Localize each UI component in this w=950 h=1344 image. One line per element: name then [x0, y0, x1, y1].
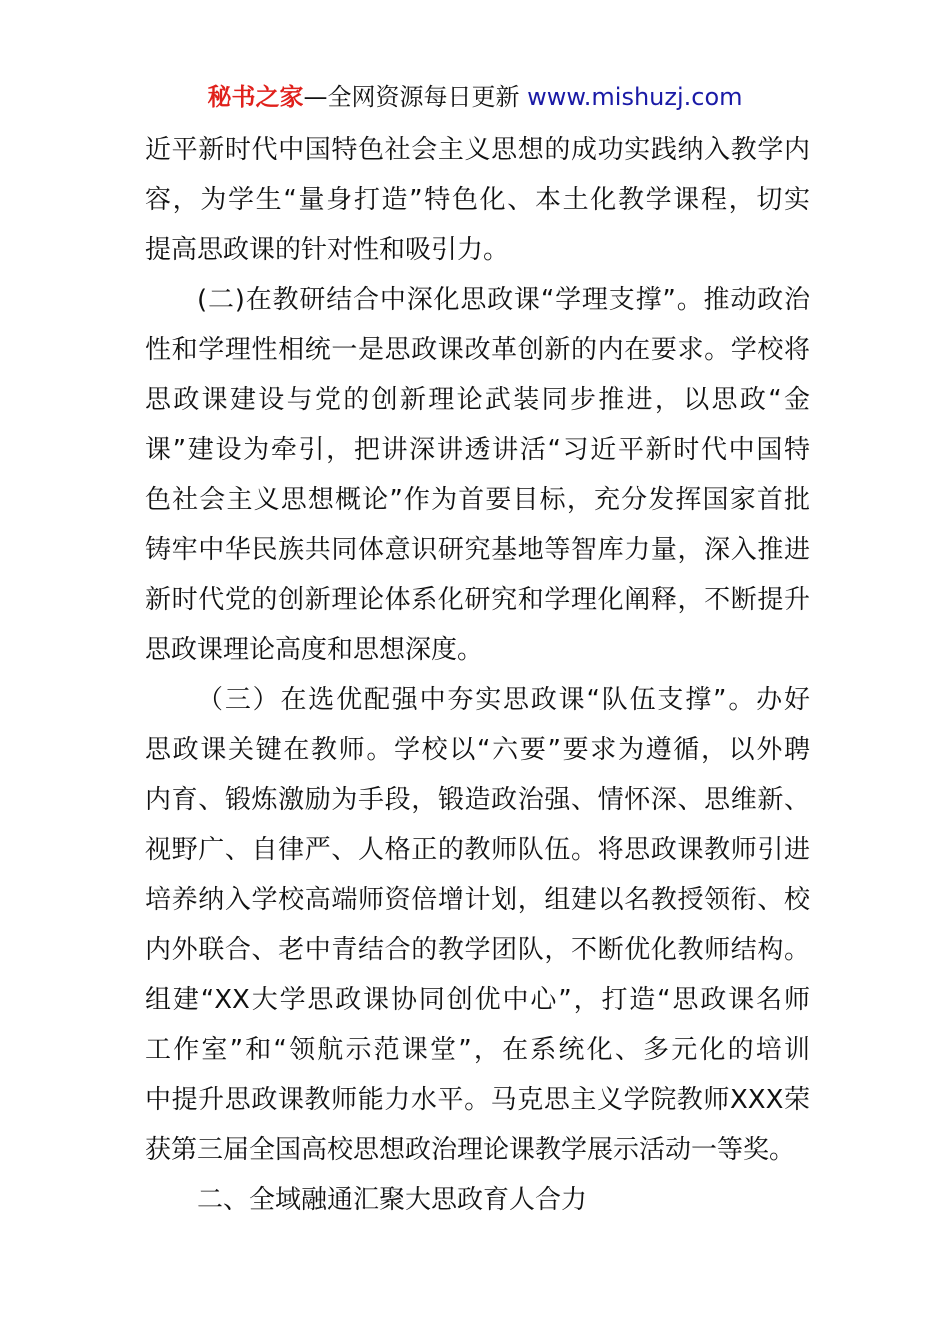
text-line: 视野广、自律严、人格正的教师队伍。将思政课教师引进 — [145, 835, 810, 865]
text-line: 性和学理性相统一是思政课改革创新的内在要求。学校将 — [145, 335, 810, 365]
text-line: 组建“XX大学思政课协同创优中心”，打造“思政课名师 — [145, 985, 810, 1015]
text-line: 色社会主义思想概论”作为首要目标，充分发挥国家首批 — [145, 485, 810, 515]
document-body — [145, 125, 810, 1225]
text-line: 思政课理论高度和思想深度。 — [145, 635, 484, 665]
section-heading-3: （三）在选优配强中夯实思政课“队伍支撑”。办好 — [197, 685, 810, 715]
text-line: 思政课建设与党的创新理论武装同步推进，以思政“金 — [145, 385, 810, 415]
text-line: 思政课关键在教师。学校以“六要”要求为遵循，以外聘 — [145, 735, 810, 765]
text-line: 容，为学生“量身打造”特色化、本土化教学课程，切实 — [145, 185, 810, 215]
site-url-link[interactable]: www.mishuzj.com — [527, 83, 743, 111]
text-line: 内育、锻炼激励为手段，锻造政治强、情怀深、思维新、 — [145, 785, 810, 815]
text-line: 中提升思政课教师能力水平。马克思主义学院教师XXX荣 — [145, 1085, 810, 1115]
text-line: 内外联合、老中青结合的教学团队，不断优化教师结构。 — [145, 935, 810, 965]
section-heading-two: 二、全域融通汇聚大思政育人合力 — [197, 1185, 588, 1215]
site-header — [0, 80, 950, 114]
section-heading-2: (二)在教研结合中深化思政课“学理支撑”。推动政治 — [197, 285, 810, 315]
text-line: 获第三届全国高校思想政治理论课教学展示活动一等奖。 — [145, 1135, 796, 1165]
text-line: 新时代党的创新理论体系化研究和学理化阐释，不断提升 — [145, 585, 810, 615]
text-line: 提高思政课的针对性和吸引力。 — [145, 235, 510, 265]
text-line: 培养纳入学校高端师资倍增计划，组建以名教授领衔、校 — [145, 885, 810, 915]
text-line: 课”建设为牵引，把讲深讲透讲活“习近平新时代中国特 — [145, 435, 810, 465]
site-brand: 秘书之家 — [207, 83, 304, 111]
site-tagline: —全网资源每日更新 — [303, 83, 528, 111]
text-line: 工作室”和“领航示范课堂”，在系统化、多元化的培训 — [145, 1035, 810, 1065]
text-line: 近平新时代中国特色社会主义思想的成功实践纳入教学内 — [145, 135, 810, 165]
text-line: 铸牢中华民族共同体意识研究基地等智库力量，深入推进 — [145, 535, 810, 565]
